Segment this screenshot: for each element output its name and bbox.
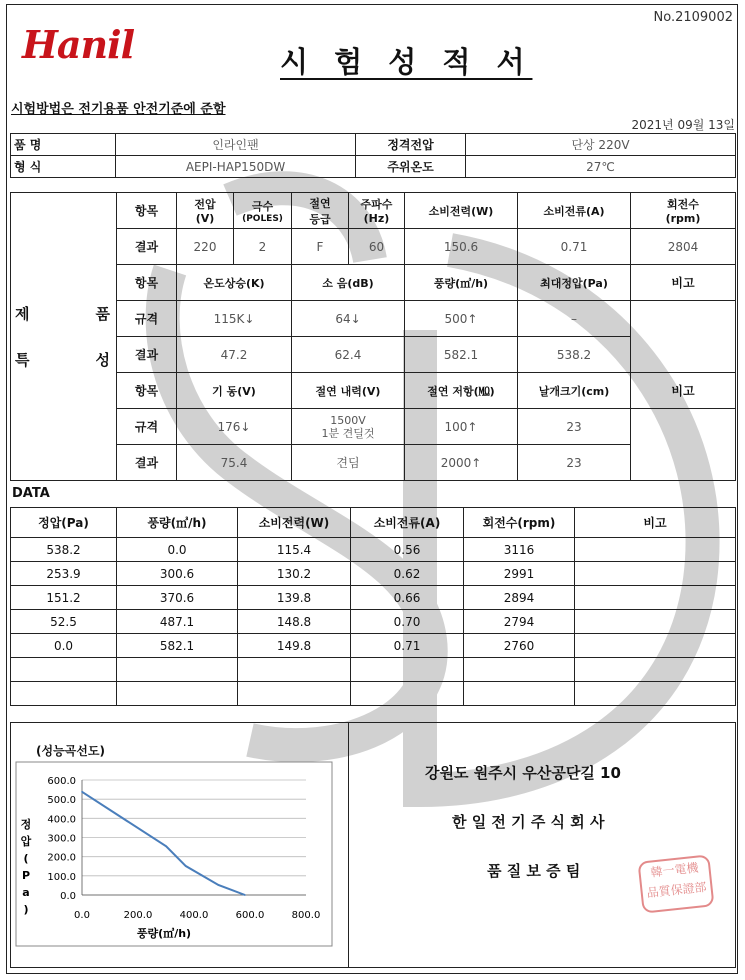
y-tick-label: 100.0 [47,871,76,883]
data-cell: 300.6 [117,562,238,586]
current-header: 소비전류(A) [518,193,631,229]
data-cell [575,562,736,586]
data-header-2: 소비전력(W) [238,508,351,538]
noise-header: 소 음(dB) [292,265,405,301]
power-value: 150.6 [405,229,518,265]
frequency-header [349,193,405,229]
frequency-value: 60 [349,229,405,265]
y-axis-label-char: 정 [20,818,32,831]
data-cell: 148.8 [238,610,351,634]
data-cell: 2794 [464,610,575,634]
test-method: 시험방법은 전기용품 안전기준에 준함 [11,102,226,117]
poles-header-text: 극수 [251,199,274,213]
x-tick-label: 200.0 [123,910,153,921]
table-row [11,610,736,634]
poles-value: 2 [234,229,292,265]
company-name: 한 일 전 기 주 식 회 사 [452,813,605,831]
insulation-resistance-header: 절연 저항(㏁) [405,373,518,409]
data-point [81,791,83,793]
data-point [244,894,246,896]
starting-voltage-result: 75.4 [177,445,292,481]
max-pressure-header: 최대정압(Pa) [518,265,631,301]
data-cell [351,658,464,682]
ambient-temp-value: 27℃ [466,156,736,178]
voltage-header-unit: (V) [195,212,215,225]
data-cell: 538.2 [11,538,117,562]
airflow-header: 풍량(㎥/h) [405,265,518,301]
y-tick-label: 0.0 [60,891,76,902]
x-axis-label: 풍량(㎥/h) [136,927,192,940]
company-address: 강원도 원주시 우산공단길 10 [425,764,621,782]
table-row [11,658,736,682]
data-cell [575,658,736,682]
result-label: 결과 [117,229,177,265]
dielectric-standard-line2: 1분 견딜것 [321,426,375,440]
data-cell [575,538,736,562]
noise-standard: 64↓ [292,301,405,337]
table-row [11,682,736,706]
insulation-class-header [292,193,349,229]
rpm-header-text: 회전수 [667,198,699,211]
characteristics-side-label [11,193,117,481]
item-header-2: 항목 [117,265,177,301]
table-row [11,538,736,562]
quality-team: 품 질 보 증 팀 [487,862,581,880]
data-cell [575,610,736,634]
data-cell: 130.2 [238,562,351,586]
y-tick-label: 500.0 [47,795,76,807]
data-point [165,846,167,848]
dielectric-standard [292,409,405,445]
data-cell: 2760 [464,634,575,658]
data-cell: 2991 [464,562,575,586]
power-header: 소비전력(W) [405,193,518,229]
blade-size-result: 23 [518,445,631,481]
page-title: 시 험 성 적 서 [280,45,533,79]
document-number: No.2109002 [653,10,733,25]
data-cell [464,682,575,706]
data-cell: 582.1 [117,634,238,658]
y-axis-label-char: 압 [20,835,32,848]
issue-date: 2021년 09월 13일 [631,118,735,132]
blade-size-standard: 23 [518,409,631,445]
data-cell: 0.0 [11,634,117,658]
rated-voltage-label: 정격전압 [356,134,466,156]
poles-header-unit: (POLES) [242,213,283,224]
stamp-line-1: 韓一電機 [649,860,700,880]
temp-rise-result: 47.2 [177,337,292,373]
data-cell: 487.1 [117,610,238,634]
data-cell [351,682,464,706]
note-cell-2 [631,409,736,481]
rpm-value: 2804 [631,229,736,265]
voltage-value: 220 [177,229,234,265]
item-header-3: 항목 [117,373,177,409]
standard-label-2: 규격 [117,409,177,445]
y-tick-label: 300.0 [47,833,76,845]
data-section-title: DATA [12,486,50,501]
side-char-1a: 제 [15,305,30,323]
data-cell: 0.71 [351,634,464,658]
note-header: 비고 [631,265,736,301]
insulation-resistance-result: 2000↑ [405,445,518,481]
data-cell [575,634,736,658]
x-tick-label: 800.0 [291,910,321,921]
table-row [11,634,736,658]
voltage-header-text: 전압 [194,198,216,211]
insulation-value: F [292,229,349,265]
x-tick-label: 600.0 [235,910,265,921]
data-cell: 149.8 [238,634,351,658]
data-cell: 52.5 [11,610,117,634]
result-label-3: 결과 [117,445,177,481]
data-cell [117,682,238,706]
product-name-value: 인라인팬 [116,134,356,156]
x-tick-label: 0.0 [74,910,90,921]
item-header: 항목 [117,193,177,229]
y-tick-label: 400.0 [47,814,76,826]
poles-header [234,193,292,229]
airflow-result: 582.1 [405,337,518,373]
insulation-header-text: 절연 [309,196,331,210]
standard-label: 규격 [117,301,177,337]
data-header-4: 회전수(rpm) [464,508,575,538]
data-cell [238,682,351,706]
voltage-header [177,193,234,229]
y-axis-label-char: ( [23,852,29,865]
data-point [218,884,220,886]
side-char-2b: 성 [95,351,110,369]
starting-voltage-header: 기 동(V) [177,373,292,409]
frequency-header-text: 주파수 [360,198,393,211]
dielectric-strength-header: 절연 내력(V) [292,373,405,409]
data-cell [11,682,117,706]
data-cell [11,658,117,682]
product-characteristics-table [10,192,736,481]
y-tick-label: 200.0 [47,852,76,864]
temp-rise-standard: 115K↓ [177,301,292,337]
data-cell [117,658,238,682]
result-label-2: 결과 [117,337,177,373]
y-axis-label-char: a [22,886,30,899]
insulation-header-text2: 등급 [309,212,331,226]
data-cell: 0.66 [351,586,464,610]
insulation-resistance-standard: 100↑ [405,409,518,445]
rated-voltage-value: 단상 220V [466,134,736,156]
side-char-2a: 특 [15,351,30,369]
frequency-header-unit: (Hz) [363,212,390,225]
data-cell: 2894 [464,586,575,610]
data-cell: 0.56 [351,538,464,562]
y-tick-label: 600.0 [47,776,76,787]
max-pressure-standard: – [518,301,631,337]
ambient-temp-label: 주위온도 [356,156,466,178]
note-cell [631,301,736,373]
dielectric-result: 견딤 [292,445,405,481]
airflow-standard: 500↑ [405,301,518,337]
data-cell: 0.62 [351,562,464,586]
data-cell: 0.70 [351,610,464,634]
blade-size-header: 날개크기(cm) [518,373,631,409]
data-header-1: 풍량(㎥/h) [117,508,238,538]
data-cell [575,682,736,706]
table-row [11,562,736,586]
data-cell [575,586,736,610]
stamp-line-2: 品質保證部 [646,879,708,901]
y-axis-label-char: P [21,869,31,882]
data-cell: 3116 [464,538,575,562]
current-value: 0.71 [518,229,631,265]
data-point [185,865,187,867]
model-value: AEPI-HAP150DW [116,156,356,178]
dielectric-standard-line1: 1500V [330,413,366,427]
data-header-0: 정압(Pa) [11,508,117,538]
product-header-table [10,133,736,178]
chart-title: (성능곡선도) [36,744,105,758]
data-header-5: 비고 [575,508,736,538]
data-cell: 370.6 [117,586,238,610]
data-cell: 115.4 [238,538,351,562]
rpm-header-unit: (rpm) [665,212,701,225]
data-header-3: 소비전류(A) [351,508,464,538]
x-tick-label: 400.0 [179,910,209,921]
max-pressure-result: 538.2 [518,337,631,373]
y-axis-label-char: ) [23,903,29,916]
model-label: 형 식 [11,156,116,178]
noise-result: 62.4 [292,337,405,373]
data-cell: 151.2 [11,586,117,610]
table-row [11,586,736,610]
data-cell [238,658,351,682]
data-cell: 253.9 [11,562,117,586]
note-header-2: 비고 [631,373,736,409]
data-cell: 0.0 [117,538,238,562]
product-name-label: 품 명 [11,134,116,156]
company-logo: Hanil [22,22,135,67]
data-table-header [11,508,736,538]
side-char-1b: 품 [95,305,110,323]
rpm-header [631,193,736,229]
bottom-divider [348,722,349,968]
temp-rise-header: 온도상승(K) [177,265,292,301]
data-cell [464,658,575,682]
starting-voltage-standard: 176↓ [177,409,292,445]
data-cell: 139.8 [238,586,351,610]
company-seal-stamp [637,854,714,913]
test-data-table [10,507,736,706]
performance-curve-chart [14,760,334,950]
